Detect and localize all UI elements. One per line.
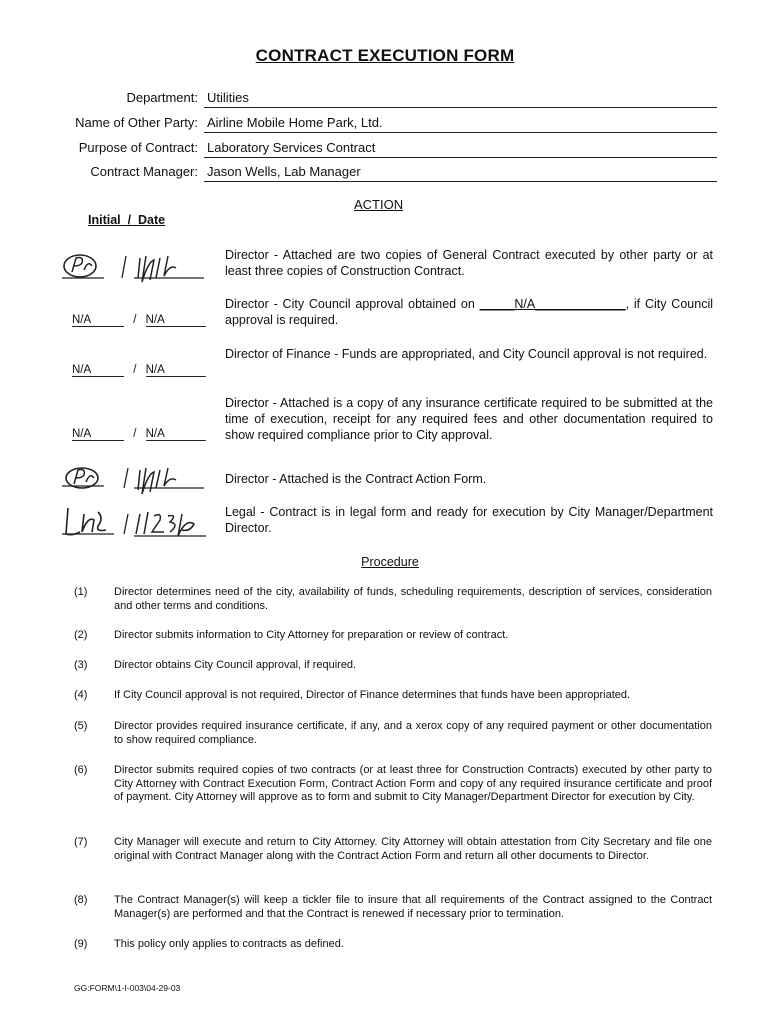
form-title: CONTRACT EXECUTION FORM bbox=[255, 46, 515, 65]
signature-initial-date bbox=[58, 462, 208, 496]
field-contract-manager bbox=[0, 164, 770, 184]
initial-date-cell bbox=[72, 364, 206, 377]
slash: / bbox=[133, 314, 137, 326]
action-2-text-before: Director - City Council approval obtained on bbox=[225, 297, 480, 311]
handwritten-signature bbox=[58, 502, 210, 542]
step-number: (9) bbox=[74, 938, 88, 950]
form-footer-code: GG:FORM\1-I-003\04-29-03 bbox=[74, 983, 181, 993]
action-2-text-after: , if City Council approval is required. bbox=[225, 297, 713, 327]
initial-value: N/A bbox=[72, 314, 124, 327]
field-purpose bbox=[0, 140, 770, 160]
step-text: City Manager will execute and return to City Attorney. City Attorney will obtain attestation from City Secretary and file one original with Contract Manager along with the Contract Action Form and return all other documents to Director. bbox=[114, 836, 712, 862]
step-text: Director submits information to City Attorney for preparation or review of contract. bbox=[114, 629, 509, 641]
action-4-text: Director - Attached is a copy of any insurance certificate required to be submitted at the time of execution, receipt for any required fees and other documentation required to show required compliance prior to City approval. bbox=[225, 396, 713, 442]
step-text: Director submits required copies of two contracts (or at least three for Construction Contracts) executed by other party to City Attorney with Contract Execution Form, Contract Action Form and copy of any required insurance certificate and proof of payment. City Attorney will approve as to form and submit to City Manager/Department Director for execution by City. bbox=[114, 764, 712, 803]
handwritten-signature bbox=[58, 248, 208, 284]
slash: / bbox=[133, 364, 137, 376]
step-text: Director provides required insurance certificate, if any, and a xerox copy of any required payment or other documentation to show required compliance. bbox=[114, 720, 712, 746]
initial-date-cell bbox=[72, 428, 206, 441]
step-number: (7) bbox=[74, 836, 88, 848]
handwritten-signature bbox=[58, 462, 208, 496]
field-value: Airline Mobile Home Park, Ltd. bbox=[204, 115, 717, 133]
action-3-text: Director of Finance - Funds are appropriated, and City Council approval is not required. bbox=[225, 347, 708, 361]
field-value: Utilities bbox=[204, 90, 717, 108]
field-other-party bbox=[0, 115, 770, 135]
step-text: The Contract Manager(s) will keep a tickler file to insure that all requirements of the Contract assigned to the Contract Manager(s) are performed and that the Contract is renewed if necessary prior to termination. bbox=[114, 894, 712, 920]
step-number: (4) bbox=[74, 689, 88, 701]
field-label: Purpose of Contract: bbox=[78, 140, 198, 155]
action-1-text: Director - Attached are two copies of General Contract executed by other party or at least three copies of Construction Contract. bbox=[225, 248, 713, 278]
initial-date-header: Initial / Date bbox=[88, 213, 166, 227]
step-text: If City Council approval is not required, Director of Finance determines that funds have been appropriated. bbox=[114, 689, 631, 701]
procedure-header: Procedure bbox=[361, 555, 419, 569]
step-number: (6) bbox=[74, 764, 88, 776]
signature-initial-date bbox=[58, 502, 210, 542]
step-number: (5) bbox=[74, 720, 88, 732]
date-value: N/A bbox=[146, 428, 206, 441]
date-value: N/A bbox=[146, 364, 206, 377]
action-2-text bbox=[225, 296, 713, 328]
action-6-text: Legal - Contract is in legal form and ready for execution by City Manager/Department Director. bbox=[225, 505, 713, 535]
field-label: Department: bbox=[126, 90, 198, 105]
initial-value: N/A bbox=[72, 364, 124, 377]
step-text: Director obtains City Council approval, if required. bbox=[114, 659, 357, 671]
council-approval-date: _____N/A_____________ bbox=[479, 297, 626, 311]
field-label: Name of Other Party: bbox=[75, 115, 198, 130]
initial-date-cell bbox=[72, 314, 206, 327]
step-number: (3) bbox=[74, 659, 88, 671]
step-number: (8) bbox=[74, 894, 88, 906]
action-5-text: Director - Attached is the Contract Action Form. bbox=[225, 472, 487, 486]
date-value: N/A bbox=[146, 314, 206, 327]
step-text: This policy only applies to contracts as defined. bbox=[114, 938, 344, 950]
field-value: Laboratory Services Contract bbox=[204, 140, 717, 158]
action-header: ACTION bbox=[354, 197, 404, 212]
initial-value: N/A bbox=[72, 428, 124, 441]
step-text: Director determines need of the city, availability of funds, scheduling requirements, description of services, consideration and other terms and conditions. bbox=[114, 586, 712, 612]
slash: / bbox=[133, 428, 137, 440]
field-label: Contract Manager: bbox=[90, 164, 198, 179]
step-number: (2) bbox=[74, 629, 88, 641]
field-department bbox=[0, 90, 770, 110]
field-value: Jason Wells, Lab Manager bbox=[204, 164, 717, 182]
step-number: (1) bbox=[74, 586, 88, 598]
signature-initial-date bbox=[58, 248, 208, 284]
